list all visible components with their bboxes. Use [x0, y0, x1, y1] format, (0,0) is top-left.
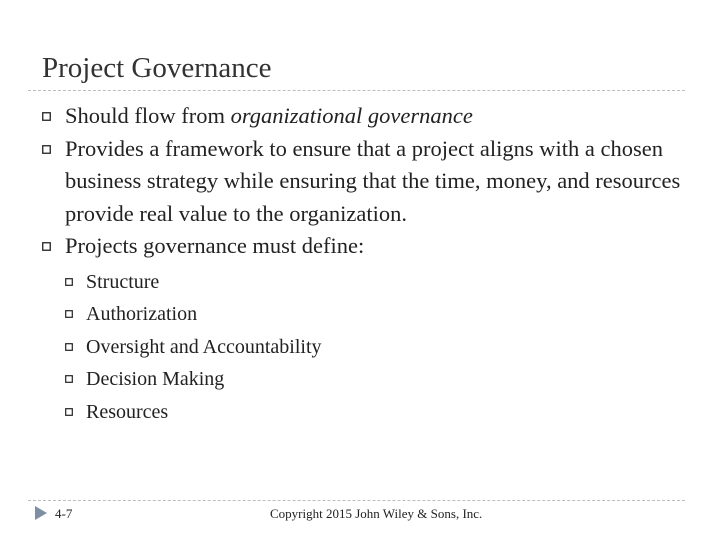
- square-bullet-icon: [42, 145, 51, 154]
- sub-bullet-item: [0, 331, 720, 364]
- square-bullet-icon: [65, 310, 73, 318]
- slide-title: Project Governance: [42, 52, 272, 84]
- sub-bullet-item: [0, 363, 720, 396]
- sub-bullet-item: [0, 298, 720, 331]
- triangle-arrow-icon: [35, 506, 47, 525]
- square-bullet-icon: [65, 375, 73, 383]
- sub-bullet-item: [0, 396, 720, 429]
- bullet-item: [0, 100, 695, 133]
- square-bullet-icon: [65, 408, 73, 416]
- copyright-notice: Copyright 2015 John Wiley & Sons, Inc.: [270, 506, 483, 521]
- square-bullet-icon: [42, 242, 51, 251]
- sub-bullet-text: Oversight and Accountability: [86, 335, 322, 358]
- square-bullet-icon: [42, 112, 51, 121]
- bullet-item: [0, 230, 695, 263]
- sub-bullet-text: Structure: [86, 270, 160, 293]
- square-bullet-icon: [65, 343, 73, 351]
- bullet-list: [0, 100, 720, 428]
- square-bullet-icon: [65, 278, 73, 286]
- bullet-text: Should flow from: [65, 103, 231, 128]
- bullet-text: Projects governance must define:: [65, 233, 365, 258]
- bullet-text: Provides a framework to ensure that a project aligns with a chosen business strategy while ensuring that the time, money, and resources provide real value to the organization.: [65, 135, 681, 226]
- title-divider: [28, 90, 685, 91]
- sub-bullet-text: Decision Making: [86, 368, 225, 390]
- footer-divider: [28, 500, 685, 501]
- bullet-emphasis: organizational governance: [230, 103, 473, 128]
- sub-bullet-item: [0, 266, 720, 299]
- bullet-item: [0, 133, 695, 231]
- sub-bullet-text: Authorization: [86, 303, 198, 325]
- sub-bullet-text: Resources: [86, 400, 169, 423]
- page-number: 4-7: [55, 506, 73, 521]
- sub-bullet-list: [0, 266, 720, 429]
